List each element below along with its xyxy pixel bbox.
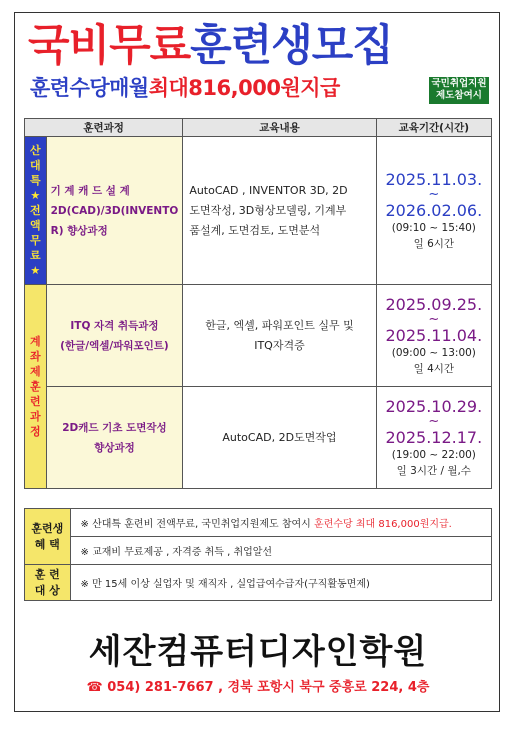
side-label-char: 좌 [29, 350, 41, 363]
course-period [376, 285, 491, 387]
side-label-char: 료 [29, 249, 41, 262]
table-row [25, 137, 492, 285]
side-label-free [25, 137, 47, 285]
start-date: 2025.09.25. [385, 294, 483, 314]
content-line: 품설계, 도면검토, 도면분석 [189, 223, 321, 237]
side-label-char: 산 [29, 144, 41, 157]
daily-hours: 일 3시간 / 월,수 [396, 464, 471, 477]
benefit-label-line: 훈련생 [31, 521, 64, 535]
poster-title [28, 20, 498, 72]
course-line: 2D(CAD)/3D(INVENTO [50, 204, 179, 217]
course-content [183, 387, 376, 489]
start-date: 2025.10.29. [385, 396, 483, 416]
class-time: (19:00 ~ 22:00) [391, 448, 476, 461]
side-label-char: 련 [29, 395, 41, 408]
content-line: AutoCAD, 2D도면작업 [222, 430, 337, 444]
content-line: AutoCAD , INVENTOR 3D, 2D [189, 183, 348, 197]
side-label-char: 대 [29, 159, 41, 172]
header-content: 교육내용 [183, 119, 376, 137]
course-period [376, 137, 491, 285]
side-label-char: 특 [29, 174, 41, 187]
employment-support-badge [429, 77, 489, 104]
header-period: 교육기간(시간) [376, 119, 491, 137]
course-line: 향상과정 [94, 441, 135, 454]
period-tilde: ~ [428, 186, 440, 202]
course-content [183, 285, 376, 387]
side-label-char: ★ [30, 189, 41, 202]
period-tilde: ~ [428, 311, 440, 327]
end-date: 2025.12.17. [385, 427, 483, 447]
table-header-row [25, 119, 492, 137]
content-line: ITQ자격증 [254, 338, 305, 352]
table-row [25, 285, 492, 387]
benefit-text: ※ 산대특 훈련비 전액무료, 국민취업지원제도 참여시 [80, 519, 315, 530]
end-date: 2025.11.04. [385, 325, 483, 345]
subtitle-blue: 훈련수당매월 [30, 76, 149, 100]
course-name [46, 387, 183, 489]
benefit-item: ※ 교재비 무료제공 , 자격증 취득 , 취업알선 [70, 537, 491, 565]
side-label-char: 과 [29, 410, 41, 423]
course-table [24, 118, 492, 489]
benefit-table [24, 508, 492, 601]
title-red: 국비무료 [28, 21, 191, 71]
school-name: 세잔컴퓨터디자인학원 [88, 632, 428, 672]
class-time: (09:10 ~ 15:40) [391, 221, 476, 234]
course-line: 2D캐드 기초 도면작성 [62, 421, 167, 434]
side-label-char: 전 [29, 204, 41, 217]
course-line: 기 계 캐 드 설 계 [50, 184, 130, 197]
subtitle-red: 최대816,000원지급 [148, 76, 340, 100]
info-row [25, 565, 492, 601]
title-blue: 훈련생모집 [190, 21, 393, 71]
benefit-highlight: 훈련수당 최대 816,000원지급. [314, 519, 452, 530]
side-label-account-text [25, 334, 46, 439]
target-item: ※ 만 15세 이상 실업자 및 재직자 , 실업급여수급자(구직활동면제) [70, 565, 491, 601]
header-course: 훈련과정 [25, 119, 183, 137]
course-content [183, 137, 376, 285]
course-name [46, 285, 183, 387]
side-label-char: 액 [29, 219, 41, 232]
daily-hours: 일 6시간 [413, 237, 455, 250]
course-line: (한글/엑셀/파워포인트) [60, 339, 169, 352]
side-label-char: ★ [30, 264, 41, 277]
side-label-char: 정 [29, 425, 41, 438]
class-time: (09:00 ~ 13:00) [391, 346, 476, 359]
target-label-line: 훈 련 [34, 567, 60, 581]
content-line: 한글, 엑셀, 파워포인트 실무 및 [205, 318, 354, 332]
info-row [25, 537, 492, 565]
benefit-label [25, 509, 71, 565]
benefit-label-line: 혜 택 [34, 537, 60, 551]
side-label-char: 제 [29, 365, 41, 378]
poster-subtitle [30, 74, 340, 102]
table-row [25, 387, 492, 489]
course-line: ITQ 자격 취득과정 [70, 319, 159, 332]
badge-line-1: 국민취업지원 [431, 78, 487, 89]
contact-address: ☎ 054) 281-7667 , 경북 포항시 북구 중흥로 224, 4층 [86, 680, 430, 695]
target-label [25, 565, 71, 601]
benefit-item [70, 509, 491, 537]
end-date: 2026.02.06. [385, 200, 483, 220]
course-name [46, 137, 183, 285]
badge-line-2: 제도참여시 [436, 90, 482, 101]
period-tilde: ~ [428, 413, 440, 429]
side-label-char: 계 [29, 335, 41, 348]
side-label-account [25, 285, 47, 489]
content-line: 도면작성, 3D형상모델링, 기계부 [189, 203, 347, 217]
side-label-char: 훈 [29, 380, 41, 393]
start-date: 2025.11.03. [385, 169, 483, 189]
side-label-free-text [25, 143, 46, 278]
course-line: R) 향상과정 [50, 224, 108, 237]
course-period [376, 387, 491, 489]
target-label-line: 대 상 [34, 583, 60, 597]
side-label-char: 무 [29, 234, 41, 247]
daily-hours: 일 4시간 [413, 362, 455, 375]
info-row [25, 509, 492, 537]
